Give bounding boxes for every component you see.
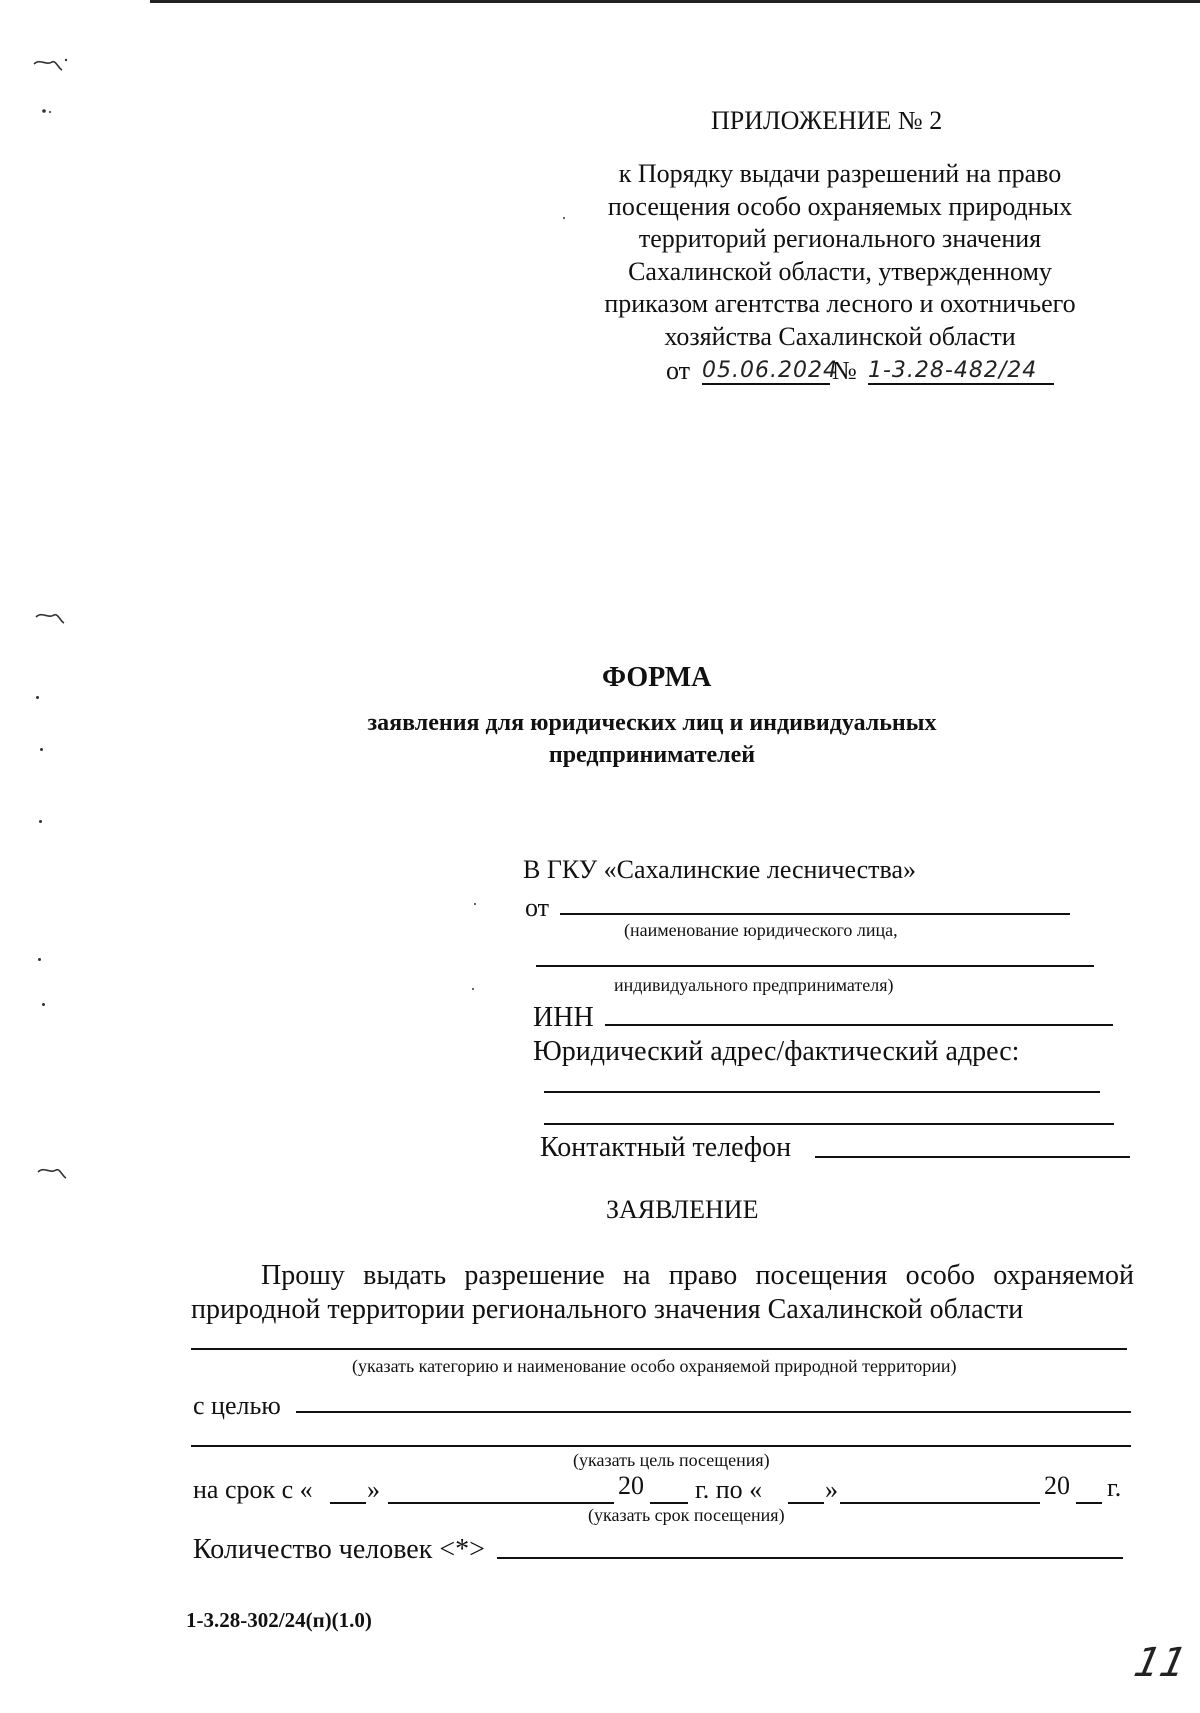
appendix-number-handwritten: 1-3.28-482/24: [868, 358, 1054, 385]
inn-label: ИНН: [533, 1002, 594, 1033]
appendix-line: хозяйства Сахалинской области: [664, 321, 1016, 351]
people-count-label: Количество человек <*>: [193, 1534, 485, 1565]
term-year-2: 20: [1044, 1471, 1070, 1500]
phone-label: Контактный телефон: [540, 1132, 792, 1163]
appendix-number-sign: №: [832, 356, 857, 385]
scan-marks-top-left: [30, 50, 70, 180]
term-from-year-line[interactable]: [650, 1502, 688, 1504]
purpose-line-1[interactable]: [296, 1411, 1131, 1413]
appendix-line: приказом агентства лесного и охотничьего: [604, 289, 1076, 318]
statement-paragraph-line1: Прошу выдать разрешение на право посещения особо охраняемой: [261, 1260, 1134, 1291]
inn-field-line[interactable]: [605, 1024, 1113, 1026]
statement-title: ЗАЯВЛЕНИЕ: [606, 1195, 759, 1224]
term-end: г.: [1107, 1473, 1122, 1502]
scan-speck: [42, 1003, 45, 1006]
appendix-line: к Порядку выдачи разрешений на право: [618, 159, 1062, 188]
appendix-title: ПРИЛОЖЕНИЕ № 2: [711, 106, 943, 135]
term-year-1: 20: [618, 1471, 644, 1500]
from-name-line-2[interactable]: [536, 965, 1094, 967]
from-name-line[interactable]: [560, 913, 1070, 915]
appendix-reference: [560, 158, 1120, 353]
purpose-hint: (указать цель посещения): [573, 1450, 770, 1470]
scan-mark-left-2: [36, 1160, 72, 1184]
from-label: от: [525, 893, 550, 922]
term-close-quote-2: »: [825, 1475, 838, 1504]
scan-speck: [38, 958, 41, 961]
scan-speck: [472, 988, 474, 990]
scan-speck: [39, 820, 42, 823]
statement-paragraph-line2: природной территории регионального значения Сахалинской области: [191, 1294, 1024, 1325]
address-line-1[interactable]: [544, 1091, 1100, 1093]
appendix-date-handwritten: 05.06.2024: [702, 358, 838, 383]
purpose-label: с целью: [193, 1391, 281, 1420]
appendix-line: посещения особо охраняемых природных: [607, 191, 1073, 221]
scan-speck: [563, 217, 565, 219]
scan-mark-left-1: [34, 605, 70, 629]
term-close-quote-1: »: [367, 1475, 380, 1504]
category-hint: (указать категорию и наименование особо охраняемой природной территории): [352, 1356, 957, 1376]
term-hint: (указать срок посещения): [588, 1505, 785, 1525]
category-line[interactable]: [191, 1348, 1127, 1350]
term-prefix: на срок с «: [193, 1475, 313, 1504]
address-label: Юридический адрес/фактический адрес:: [533, 1036, 1020, 1067]
phone-field-line[interactable]: [815, 1156, 1130, 1158]
addressee-to: В ГКУ «Сахалинские лесничества»: [523, 855, 917, 884]
term-to-year-line[interactable]: [1076, 1502, 1102, 1504]
appendix-line: Сахалинской области, утвержденному: [628, 256, 1052, 286]
form-subtitle-line2: предпринимателей: [548, 742, 756, 768]
term-mid: г. по «: [695, 1475, 763, 1504]
form-subtitle-line1: заявления для юридических лиц и индивидуальных: [367, 710, 937, 736]
scan-speck: [36, 696, 39, 699]
from-hint-1: (наименование юридического лица,: [624, 920, 898, 940]
scan-speck: [40, 748, 43, 751]
page-number-handwritten: 11: [1130, 1640, 1191, 1686]
scan-speck: [474, 903, 476, 905]
people-count-line[interactable]: [497, 1557, 1123, 1559]
from-hint-2: индивидуального предпринимателя): [614, 975, 894, 995]
address-line-2[interactable]: [544, 1123, 1114, 1125]
term-to-day-line[interactable]: [788, 1502, 824, 1504]
purpose-line-2[interactable]: [191, 1445, 1131, 1447]
doc-code: 1-3.28-302/24(п)(1.0): [186, 1608, 372, 1632]
term-to-month-line[interactable]: [840, 1502, 1040, 1504]
appendix-date-prefix: от: [666, 356, 691, 385]
scan-edge: [150, 0, 1200, 3]
appendix-line: территорий регионального значения: [638, 224, 1042, 253]
term-from-day-line[interactable]: [330, 1502, 366, 1504]
form-title: ФОРМА: [602, 662, 712, 693]
term-from-month-line[interactable]: [388, 1502, 614, 1504]
